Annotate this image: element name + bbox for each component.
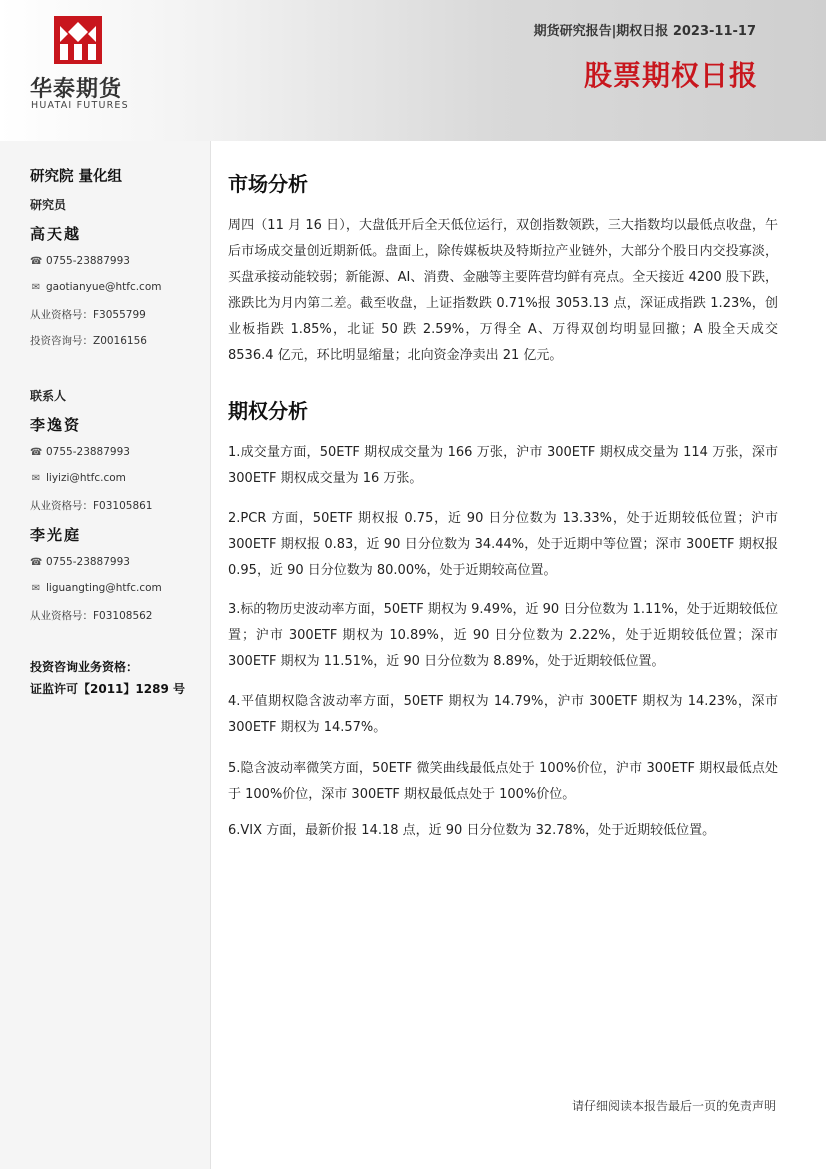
section-heading-market: 市场分析 xyxy=(228,172,308,196)
contact-phone xyxy=(30,446,130,458)
options-point-vol-smile: 5.隐含波动率微笑方面，50ETF 微笑曲线最低点处于 100%价位，沪市 300ETF 期权最低点处于 100%价位，深市 300ETF 期权最低点处于 100%价位。 xyxy=(228,761,778,802)
contact-email-value[interactable]: liyizi@htfc.com xyxy=(46,472,126,484)
researcher-email-value[interactable]: gaotianyue@htfc.com xyxy=(46,281,162,293)
options-point-vix: 6.VIX 方面，最新价报 14.18 点，近 90 日分位数为 32.78%，处于近期较低位置。 xyxy=(228,823,716,838)
options-point-historical-vol: 3.标的物历史波动率方面，50ETF 期权为 9.49%，近 90 日分位数为 1.11%，处于近期较低位置；沪市 300ETF 期权为 10.89%，近 90 日分位数为 2.22%，处于近期较低位置；深市 300ETF 期权为 11.51%，近 90 日分位数为 8.89%，处于近期较低位置。 xyxy=(228,602,778,669)
email-icon: ✉ xyxy=(31,472,41,484)
researcher-phone-value: 0755-23887993 xyxy=(46,255,130,267)
logo-english-name: HUATAI FUTURES xyxy=(31,100,129,111)
market-analysis-paragraph: 周四（11 月 16 日），大盘低开后全天低位运行，双创指数领跌，三大指数均以最低点收盘，午后市场成交量创近期新低。盘面上，除传媒板块及特斯拉产业链外，大部分个股日内交投寡淡，买盘承接动能较弱；新能源、AI、消费、金融等主要阵营均鲜有亮点。全天接近 4200 股下跌，涨跌比为月内第二差。截至收盘，上证指数跌 0.71%报 3053.13 点，深证成指跌 1.23%，创业板指跌 1.85%，北证 50 跌 2.59%，万得全 A、万得双创均明显回撤；A 股全天成交 8536.4 亿元，环比明显缩量；北向资金净卖出 21 亿元。 xyxy=(228,218,778,363)
contact-email xyxy=(30,582,162,594)
huatai-logo-icon xyxy=(54,16,102,64)
disclaimer-note: 请仔细阅读本报告最后一页的免责声明 xyxy=(571,1099,776,1113)
department-name: 研究院 量化组 xyxy=(30,169,123,185)
contact-license: 从业资格号：F03105861 xyxy=(30,500,153,512)
contact-phone-value: 0755-23887993 xyxy=(46,556,130,568)
qualification-label: 投资咨询业务资格： xyxy=(30,660,139,674)
section-heading-options: 期权分析 xyxy=(228,399,308,423)
contact-name: 李光庭 xyxy=(30,526,82,544)
email-icon: ✉ xyxy=(31,281,41,293)
researcher-name: 高天越 xyxy=(30,225,82,243)
report-header xyxy=(0,0,826,141)
qualification-value: 证监许可【2011】1289 号 xyxy=(30,682,185,696)
author-sidebar xyxy=(0,141,211,1169)
contact-email xyxy=(30,472,126,484)
contact-name: 李逸资 xyxy=(30,416,82,434)
phone-icon: ☎ xyxy=(30,556,43,568)
contact-phone-value: 0755-23887993 xyxy=(46,446,130,458)
researcher-license: 从业资格号：F3055799 xyxy=(30,309,146,321)
options-point-volume: 1.成交量方面，50ETF 期权成交量为 166 万张，沪市 300ETF 期权成交量为 114 万张，深市 300ETF 期权成交量为 16 万张。 xyxy=(228,445,778,486)
researcher-phone xyxy=(30,255,130,267)
researcher-email xyxy=(30,281,161,293)
logo-chinese-name: 华泰期货 xyxy=(30,77,123,102)
researcher-label: 研究员 xyxy=(30,198,67,212)
contact-email-value[interactable]: liguangting@htfc.com xyxy=(46,582,162,594)
report-meta: 期货研究报告|期权日报 2023-11-17 xyxy=(533,24,756,39)
phone-icon: ☎ xyxy=(30,446,43,458)
options-point-implied-vol: 4.平值期权隐含波动率方面，50ETF 期权为 14.79%，沪市 300ETF 期权为 14.23%，深市 300ETF 期权为 14.57%。 xyxy=(228,694,778,735)
company-logo xyxy=(30,16,130,116)
contact-license: 从业资格号：F03108562 xyxy=(30,610,153,622)
contact-label: 联系人 xyxy=(30,389,67,403)
email-icon: ✉ xyxy=(31,582,41,594)
phone-icon: ☎ xyxy=(30,255,43,267)
researcher-advisory-number: 投资咨询号：Z0016156 xyxy=(30,335,147,347)
contact-phone xyxy=(30,556,130,568)
options-point-pcr: 2.PCR 方面，50ETF 期权报 0.75，近 90 日分位数为 13.33%，处于近期较低位置；沪市 300ETF 期权报 0.83，近 90 日分位数为 34.44%，处于近期中等位置；深市 300ETF 期权报 0.95，近 90 日分位数为 80.00%，处于近期较高位置。 xyxy=(228,511,778,578)
report-title: 股票期权日报 xyxy=(583,59,758,92)
